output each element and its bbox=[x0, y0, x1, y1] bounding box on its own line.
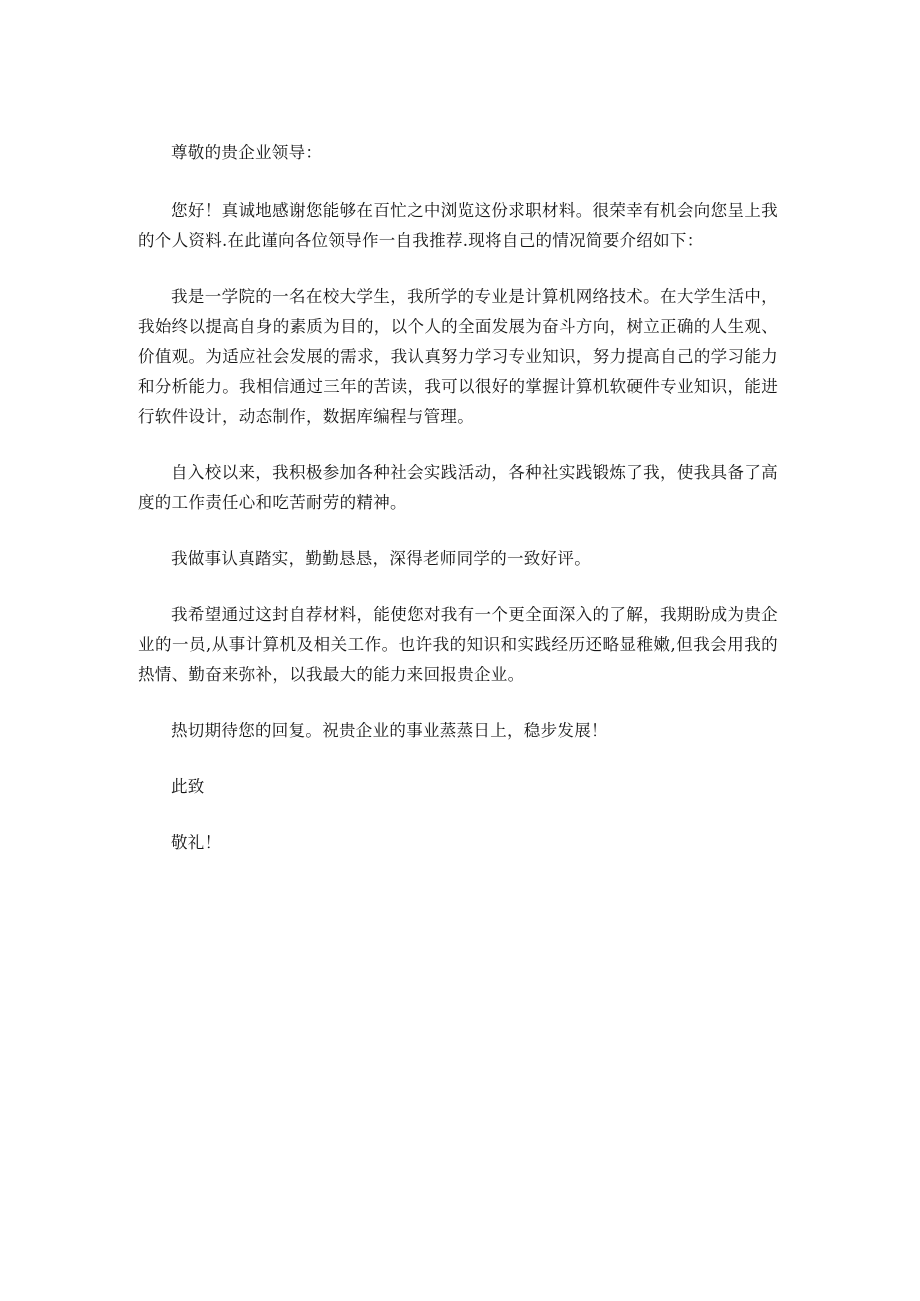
paragraph-wishes: 热切期待您的回复。祝贵企业的事业蒸蒸日上，稳步发展！ bbox=[171, 721, 608, 740]
paragraph-background: 我是一学院的一名在校大学生，我所学的专业是计算机网络技术。在大学生活中，我始终以提高自身的素质为目的，以个人的全面发展为奋斗方向，树立正确的人生观、价值观。为适应社会发展的需求，我认真努力学习专业知识，努力提高自己的学习能力和分析能力。我相信通过三年的苦读，我可以很好的掌握计算机软硬件专业知识，能进行软件设计，动态制作，数据库编程与管理。 bbox=[138, 287, 778, 426]
paragraph-hope: 我希望通过这封自荐材料，能使您对我有一个更全面深入的了解，我期盼成为贵企业的一员,从事计算机及相关工作。也许我的知识和实践经历还略显稚嫩,但我会用我的热情、勤奋来弥补，以我最大的能力来回报贵企业。 bbox=[138, 605, 778, 684]
closing-line-1: 此致 bbox=[171, 777, 205, 796]
salutation: 尊敬的贵企业领导： bbox=[171, 143, 323, 162]
paragraph-attitude: 我做事认真踏实，勤勤恳恳，深得老师同学的一致好评。 bbox=[171, 549, 591, 568]
paragraph-greeting: 您好！真诚地感谢您能够在百忙之中浏览这份求职材料。很荣幸有机会向您呈上我的个人资料.在此谨向各位领导作一自我推荐.现将自己的情况简要介绍如下： bbox=[138, 201, 778, 250]
paragraph-activities: 自入校以来，我积极参加各种社会实践活动，各种社实践锻炼了我，使我具备了高度的工作责任心和吃苦耐劳的精神。 bbox=[138, 463, 778, 512]
cover-letter bbox=[138, 138, 778, 884]
closing-line-2: 敬礼！ bbox=[171, 833, 222, 852]
